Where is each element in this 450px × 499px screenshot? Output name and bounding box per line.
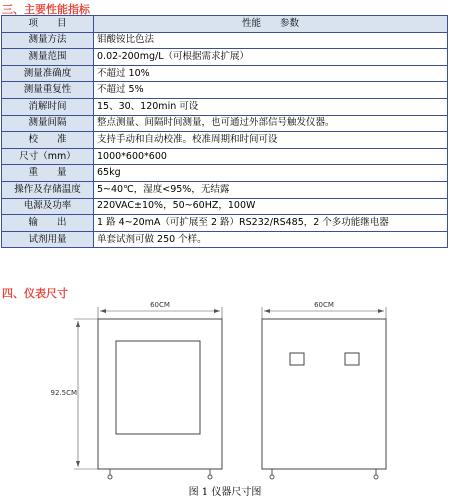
row-value: 220VAC±10%，50~60HZ，100W (94, 198, 448, 215)
height-label: 92.5CM (50, 389, 77, 397)
row-value: 支持手动和自动校准。校准周期和时间可设 (94, 132, 448, 149)
table-row (2, 165, 448, 182)
table-row (2, 132, 448, 149)
dimension-drawing (0, 295, 450, 481)
front-window (116, 341, 200, 434)
side-port-left (290, 353, 304, 365)
table-row (2, 32, 448, 49)
header-item: 项 目 (2, 16, 94, 33)
row-value: 单套试剂可做 250 个样。 (94, 231, 448, 248)
row-label: 消解时间 (2, 98, 94, 115)
row-label: 操作及存储温度 (2, 181, 94, 198)
spec-table (1, 15, 448, 248)
side-wheel-left-icon (270, 475, 274, 479)
spec-table-header (2, 16, 448, 33)
side-view (262, 307, 386, 479)
row-label: 测量间隔 (2, 115, 94, 132)
arrow-right-icon (214, 309, 220, 313)
header-value: 性能 参数 (94, 16, 448, 33)
front-wheel-left-icon (108, 475, 112, 479)
table-row (2, 231, 448, 248)
section-title-dimensions: 四、仪表尺寸 (2, 287, 68, 300)
row-label: 测量范围 (2, 49, 94, 66)
arrow-left-icon (264, 309, 270, 313)
side-port-right (345, 353, 359, 365)
side-wheel-right-icon (374, 475, 378, 479)
table-row (2, 49, 448, 66)
row-value: 65kg (94, 165, 448, 182)
row-label: 校 准 (2, 132, 94, 149)
row-value: 1000*600*600 (94, 148, 448, 165)
row-value: 不超过 10% (94, 65, 448, 82)
table-row (2, 181, 448, 198)
section-title-performance: 三、主要性能指标 (2, 3, 90, 16)
row-label: 电源及功率 (2, 198, 94, 215)
table-row (2, 98, 448, 115)
figure-caption: 图 1 仪器尺寸图 (188, 487, 262, 498)
table-row (2, 148, 448, 165)
row-value: 0.02-200mg/L（可根据需求扩展） (94, 49, 448, 66)
arrow-left-icon (100, 309, 106, 313)
row-value: 5~40℃，湿度<95%，无结露 (94, 181, 448, 198)
row-label: 测量方法 (2, 32, 94, 49)
row-label: 重 量 (2, 165, 94, 182)
row-value: 不超过 5% (94, 82, 448, 99)
arrow-up-icon (76, 321, 80, 327)
row-value: 1 路 4~20mA（可扩展至 2 路）RS232/RS485，2 个多功能继电器 (94, 215, 448, 232)
front-view (74, 307, 222, 479)
table-row (2, 198, 448, 215)
row-label: 输 出 (2, 215, 94, 232)
front-wheel-right-icon (208, 475, 212, 479)
row-label: 测量重复性 (2, 82, 94, 99)
row-label: 试剂用量 (2, 231, 94, 248)
arrow-right-icon (378, 309, 384, 313)
row-value: 钼酸铵比色法 (94, 32, 448, 49)
row-label: 测量准确度 (2, 65, 94, 82)
table-row (2, 115, 448, 132)
side-cabinet-outline (262, 319, 386, 469)
row-label: 尺寸（mm） (2, 148, 94, 165)
row-value: 整点测量、间隔时间测量，也可通过外部信号触发仪器。 (94, 115, 448, 132)
table-row (2, 215, 448, 232)
table-row (2, 82, 448, 99)
side-width-label: 60CM (314, 301, 334, 309)
arrow-down-icon (76, 461, 80, 467)
row-value: 15、30、120min 可设 (94, 98, 448, 115)
table-row (2, 65, 448, 82)
front-width-label: 60CM (150, 301, 170, 309)
